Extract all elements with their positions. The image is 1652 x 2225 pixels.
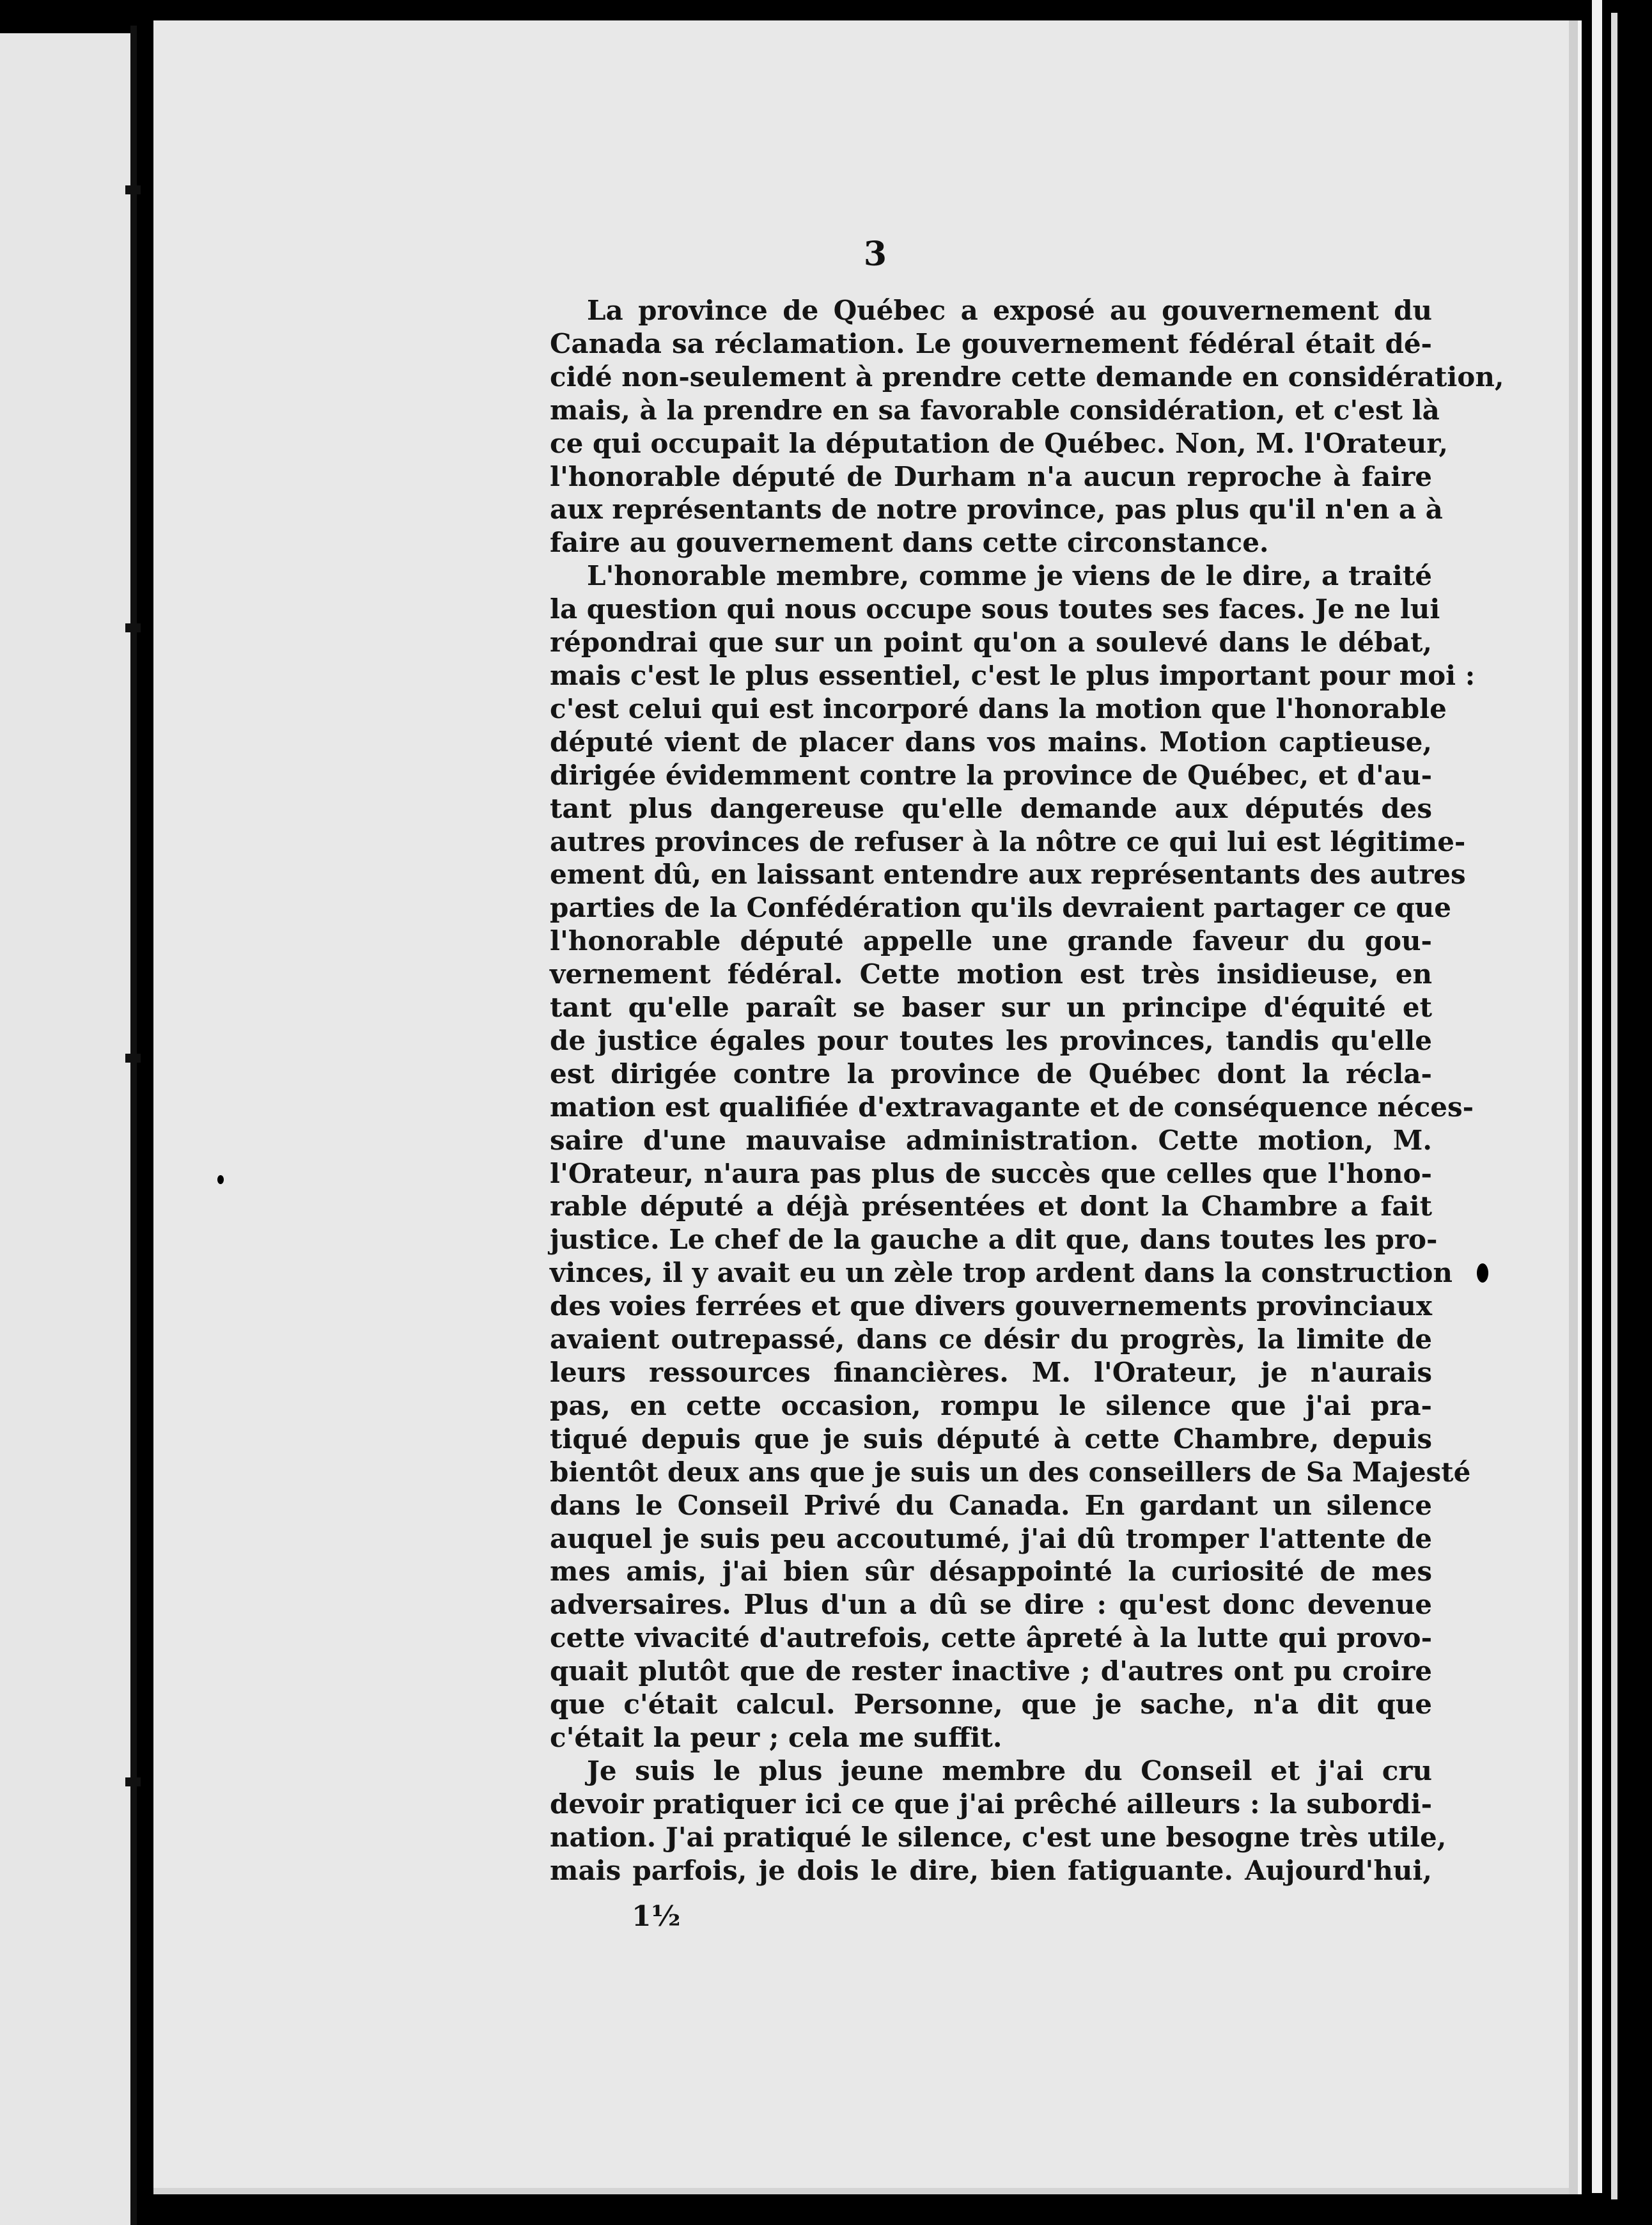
text-line: bientôt deux ans que je suis un des conseillers de Sa Majesté [550,1456,1471,1488]
text-line: vinces, il y avait eu un zèle trop ardent dans la construction [550,1257,1453,1289]
text-line: l'Orateur, n'aura pas plus de succès que celles que l'hono- [550,1157,1432,1189]
text-line: devoir pratiquer ici ce que j'ai prêché ailleurs : la subordi- [550,1788,1432,1820]
text-line: mes amis, j'ai bien sûr désappointé la curiosité de mes [550,1556,1432,1588]
previous-page-edge [0,33,136,2225]
text-line: saire d'une mauvaise administration. Cette motion, M. [550,1124,1432,1156]
binding-stitch [125,1777,141,1786]
text-line: rable député a déjà présentées et dont la Chambre a fait [550,1191,1432,1222]
text-line: vernement fédéral. Cette motion est très insidieuse, en [550,958,1432,990]
text-line: adversaires. Plus d'un a dû se dire : qu'est donc devenue [550,1589,1432,1621]
text-line: leurs ressources financières. M. l'Orateur, je n'aurais [550,1357,1432,1388]
signature-mark: 1½ [632,1900,681,1933]
text-line: parties de la Confédération qu'ils devraient partager ce que [550,892,1451,924]
binding-gutter [130,26,137,2225]
text-line: la question qui nous occupe sous toutes ses faces. Je ne lui [550,593,1440,625]
text-line: mation est qualifiée d'extravagante et de conséquence néces- [550,1091,1474,1123]
text-line: c'était la peur ; cela me suffit. [550,1721,1002,1753]
text-line: cidé non-seulement à prendre cette demande en considération, [550,361,1504,393]
text-line: faire au gouvernement dans cette circonstance. [550,527,1269,559]
text-line: des voies ferrées et que divers gouvernements provinciaux [550,1290,1432,1322]
text-line: autres provinces de refuser à la nôtre ce qui lui est légitime- [550,825,1466,857]
text-line: justice. Le chef de la gauche a dit que, dans toutes les pro- [550,1224,1438,1256]
text-line: c'est celui qui est incorporé dans la motion que l'honorable [550,692,1447,724]
text-line: député vient de placer dans vos mains. Motion captieuse, [550,726,1432,758]
ink-speck [1477,1263,1488,1283]
text-line: ement dû, en laissant entendre aux représentants des autres [550,859,1466,891]
text-line: répondrai que sur un point qu'on a soulevé dans le débat, [550,627,1432,659]
text-line: dans le Conseil Privé du Canada. En gardant un silence [550,1489,1432,1521]
document-page [153,20,1582,2194]
text-line: nation. J'ai pratiqué le silence, c'est une besogne très utile, [550,1821,1447,1853]
text-line: auquel je suis peu accoutumé, j'ai dû tromper l'attente de [550,1522,1432,1554]
body-text [550,294,1504,1887]
text-line: Je suis le plus jeune membre du Conseil et j'ai cru [587,1754,1432,1786]
binding-stitch [125,623,141,632]
text-line: ce qui occupait la députation de Québec. Non, M. l'Orateur, [550,427,1449,459]
binding-stitch [125,1054,141,1063]
page-number: 3 [863,235,887,274]
text-line: cette vivacité d'autrefois, cette âpreté à la lutte qui provo- [550,1622,1432,1654]
text-line: tant qu'elle paraît se baser sur un principe d'équité et [550,992,1432,1024]
text-line: quait plutôt que de rester inactive ; d'autres ont pu croire [550,1655,1432,1687]
page-edge [1611,13,1617,2199]
ink-speck [217,1175,224,1184]
text-line: La province de Québec a exposé au gouvernement du [587,295,1432,326]
text-line: mais parfois, je dois le dire, bien fatiguante. Aujourd'hui, [550,1854,1432,1886]
text-line: que c'était calcul. Personne, que je sache, n'a dit que [550,1689,1432,1721]
text-line: Canada sa réclamation. Le gouvernement fédéral était dé- [550,327,1432,359]
text-line: dirigée évidemment contre la province de Québec, et d'au- [550,759,1432,791]
text-line: mais c'est le plus essentiel, c'est le plus important pour moi : [550,659,1476,691]
page-edge [1592,0,1602,2193]
binding-stitch [125,185,141,194]
text-line: aux représentants de notre province, pas plus qu'il n'en a à [550,494,1443,526]
text-line: tant plus dangereuse qu'elle demande aux députés des [550,792,1432,824]
text-line: mais, à la prendre en sa favorable considération, et c'est là [550,394,1440,426]
text-line: L'honorable membre, comme je viens de le dire, a traité [587,560,1432,592]
text-line: l'honorable député de Durham n'a aucun reproche à faire [550,460,1432,492]
text-line: avaient outrepassé, dans ce désir du progrès, la limite de [550,1323,1432,1355]
text-line: pas, en cette occasion, rompu le silence que j'ai pra- [550,1389,1432,1421]
text-line: de justice égales pour toutes les provinces, tandis qu'elle [550,1024,1432,1056]
text-line: l'honorable député appelle une grande faveur du gou- [550,925,1432,957]
text-line: est dirigée contre la province de Québec dont la récla- [550,1058,1432,1089]
text-line: tiqué depuis que je suis député à cette Chambre, depuis [550,1423,1432,1455]
